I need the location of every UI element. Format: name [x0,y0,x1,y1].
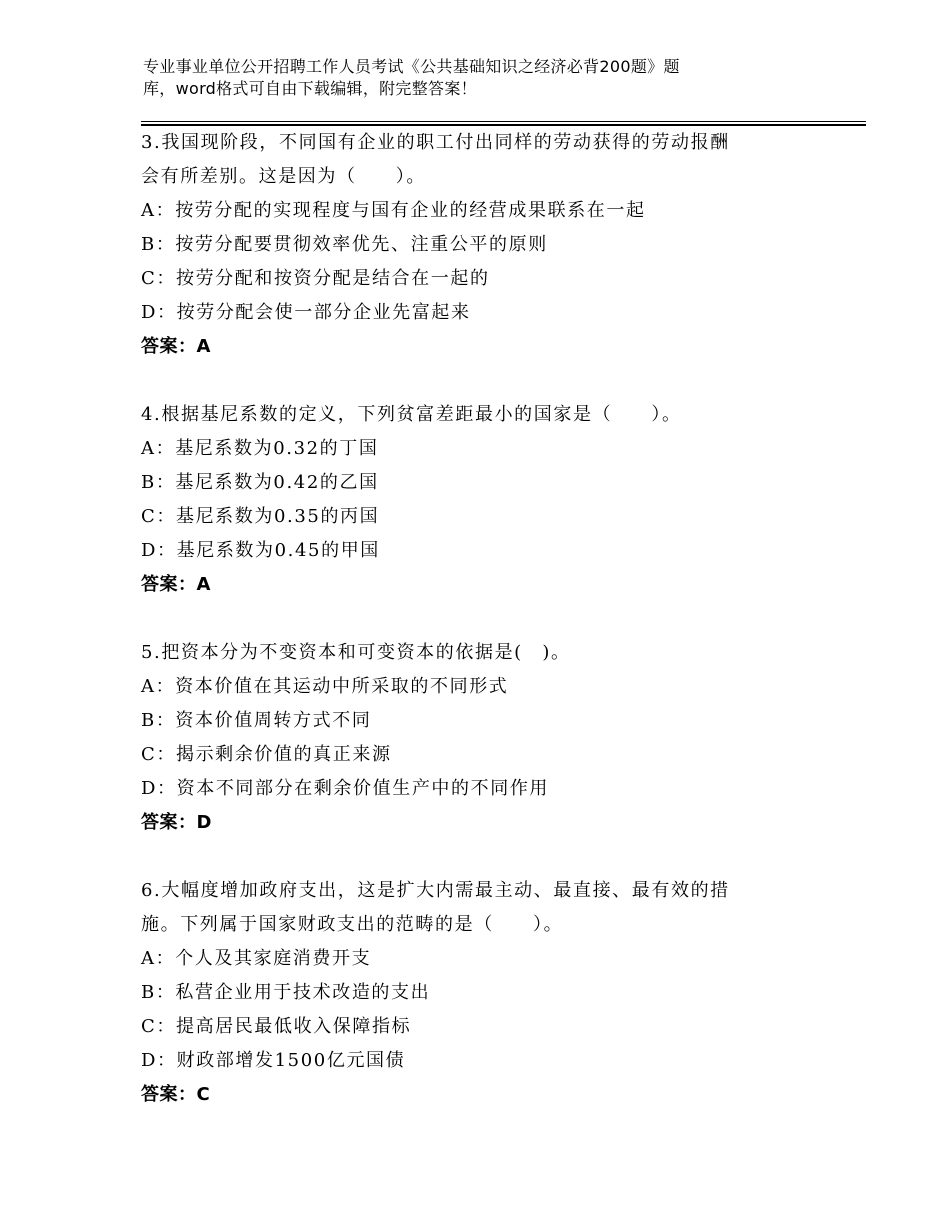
question-3 [141,126,871,364]
answer-label: 答案：A [141,574,211,595]
option-a: A：按劳分配的实现程度与国有企业的经营成果联系在一起 [141,200,646,221]
option-b: B：私营企业用于技术改造的支出 [141,982,431,1003]
option-a: A：个人及其家庭消费开支 [141,948,372,969]
option-b: B：资本价值周转方式不同 [141,710,372,731]
question-stem-line: 施。下列属于国家财政支出的范畴的是（ ）。 [141,914,564,935]
option-a: A：基尼系数为0.32的丁国 [141,438,379,459]
question-5 [141,636,871,840]
question-stem-line: 3.我国现阶段，不同国有企业的职工付出同样的劳动获得的劳动报酬 [141,132,730,153]
header-line-1: 专业事业单位公开招聘工作人员考试《公共基础知识之经济必背200题》题 [143,57,680,76]
answer-label: 答案：A [141,336,211,357]
option-c: C：基尼系数为0.35的丙国 [141,506,380,527]
answer-label: 答案：C [141,1084,211,1105]
option-c: C：按劳分配和按资分配是结合在一起的 [141,268,490,289]
question-list [141,126,871,1146]
question-stem-line: 4.根据基尼系数的定义，下列贫富差距最小的国家是（ ）。 [141,404,682,425]
header-rule-thin [141,121,866,122]
header-line-2: 库，word格式可自由下载编辑，附完整答案！ [143,79,477,98]
question-stem-line: 6.大幅度增加政府支出，这是扩大内需最主动、最直接、最有效的措 [141,880,730,901]
option-a: A：资本价值在其运动中所采取的不同形式 [141,676,509,697]
option-d: D：财政部增发1500亿元国债 [141,1050,406,1071]
option-c: C：提高居民最低收入保障指标 [141,1016,412,1037]
question-stem-line: 会有所差别。这是因为（ ）。 [141,166,426,187]
option-b: B：基尼系数为0.42的乙国 [141,472,379,493]
question-4 [141,398,871,602]
option-d: D：按劳分配会使一部分企业先富起来 [141,302,471,323]
document-header [143,56,783,100]
option-b: B：按劳分配要贯彻效率优先、注重公平的原则 [141,234,548,255]
option-c: C：揭示剩余价值的真正来源 [141,744,392,765]
question-stem-line: 5.把资本分为不变资本和可变资本的依据是( )。 [141,642,571,663]
option-d: D：资本不同部分在剩余价值生产中的不同作用 [141,778,550,799]
answer-label: 答案：D [141,812,212,833]
option-d: D：基尼系数为0.45的甲国 [141,540,380,561]
question-6 [141,874,871,1112]
